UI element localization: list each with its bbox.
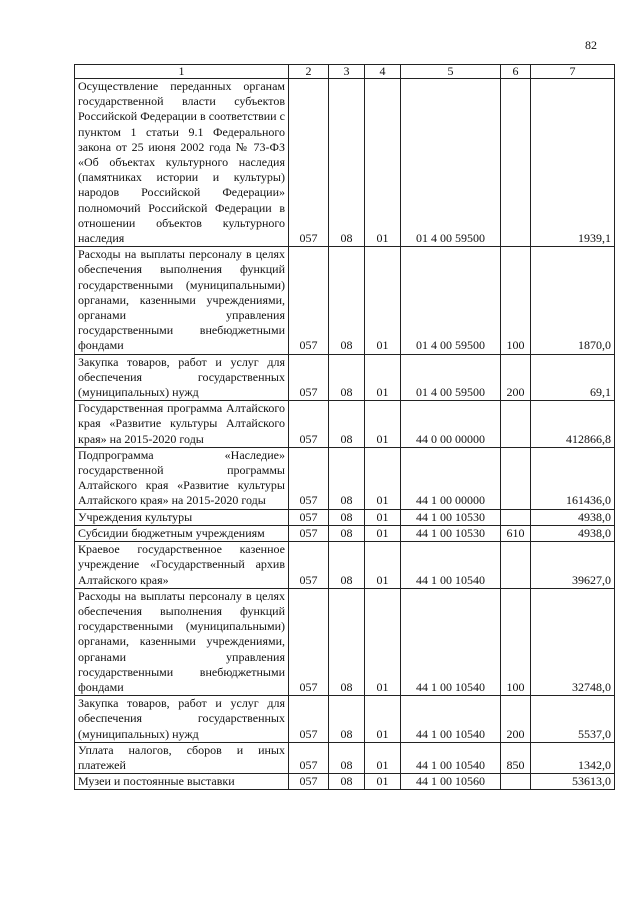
row-expense-type [501,79,531,247]
row-subsection: 01 [365,774,401,790]
row-admin-code: 057 [289,401,329,448]
row-name: Уплата налогов, сборов и иных платежей [75,742,289,773]
row-name: Краевое государственное казенное учреждение «Государственный архив Алтайского края» [75,542,289,589]
row-amount: 53613,0 [531,774,615,790]
row-name: Осуществление переданных органам государственной власти субъектов Российской Федерации в соответствии с пунктом 1 статьи 9.1 Федерального закона от 25 июня 2002 года № 73-ФЗ «Об объектах культурного наследия (памятниках истории и культуры) народов Российской Федерации» полномочий Российской Федерации в отношении объектов культурного наследия [75,79,289,247]
row-amount: 161436,0 [531,447,615,509]
row-expense-type [501,447,531,509]
header-col-2: 2 [289,65,329,79]
table-row [75,447,615,509]
row-expense-type [501,509,531,525]
row-amount: 1870,0 [531,247,615,354]
table-row [75,525,615,541]
row-name: Музеи и постоянные выставки [75,774,289,790]
table-row [75,354,615,401]
row-admin-code: 057 [289,447,329,509]
row-section: 08 [329,525,365,541]
row-target-article: 44 1 00 10540 [401,742,501,773]
row-amount: 4938,0 [531,509,615,525]
row-target-article: 44 1 00 00000 [401,447,501,509]
row-admin-code: 057 [289,525,329,541]
row-amount: 412866,8 [531,401,615,448]
row-subsection: 01 [365,79,401,247]
row-admin-code: 057 [289,742,329,773]
row-name: Подпрограмма «Наследие» государственной программы Алтайского края «Развитие культуры Алтайского края» на 2015-2020 годы [75,447,289,509]
row-subsection: 01 [365,525,401,541]
table-row [75,588,615,695]
row-amount: 1342,0 [531,742,615,773]
budget-table [74,64,615,790]
row-expense-type [501,774,531,790]
table-row [75,774,615,790]
row-expense-type [501,401,531,448]
row-amount: 39627,0 [531,542,615,589]
row-target-article: 44 1 00 10530 [401,509,501,525]
row-subsection: 01 [365,696,401,743]
row-expense-type [501,542,531,589]
row-target-article: 01 4 00 59500 [401,79,501,247]
row-amount: 32748,0 [531,588,615,695]
row-expense-type: 100 [501,247,531,354]
row-section: 08 [329,401,365,448]
row-admin-code: 057 [289,247,329,354]
row-section: 08 [329,742,365,773]
row-amount: 1939,1 [531,79,615,247]
row-name: Учреждения культуры [75,509,289,525]
table-row [75,696,615,743]
table-row [75,401,615,448]
header-col-1: 1 [75,65,289,79]
row-target-article: 01 4 00 59500 [401,354,501,401]
row-section: 08 [329,774,365,790]
row-admin-code: 057 [289,79,329,247]
header-col-6: 6 [501,65,531,79]
row-subsection: 01 [365,447,401,509]
row-section: 08 [329,542,365,589]
row-target-article: 44 1 00 10540 [401,696,501,743]
row-target-article: 01 4 00 59500 [401,247,501,354]
row-name: Расходы на выплаты персоналу в целях обеспечения выполнения функций государственными (муниципальными) органами, казенными учреждениями, органами управления государственными внебюджетными фондами [75,247,289,354]
row-target-article: 44 1 00 10540 [401,588,501,695]
row-subsection: 01 [365,401,401,448]
header-col-4: 4 [365,65,401,79]
row-section: 08 [329,509,365,525]
row-admin-code: 057 [289,542,329,589]
row-amount: 69,1 [531,354,615,401]
row-expense-type: 610 [501,525,531,541]
row-amount: 5537,0 [531,696,615,743]
row-expense-type: 200 [501,354,531,401]
table-row [75,542,615,589]
row-expense-type: 200 [501,696,531,743]
row-section: 08 [329,447,365,509]
row-target-article: 44 1 00 10560 [401,774,501,790]
row-subsection: 01 [365,742,401,773]
row-admin-code: 057 [289,696,329,743]
row-section: 08 [329,696,365,743]
row-section: 08 [329,354,365,401]
row-target-article: 44 1 00 10530 [401,525,501,541]
row-subsection: 01 [365,247,401,354]
row-amount: 4938,0 [531,525,615,541]
row-section: 08 [329,247,365,354]
row-subsection: 01 [365,542,401,589]
row-admin-code: 057 [289,354,329,401]
row-target-article: 44 0 00 00000 [401,401,501,448]
row-name: Закупка товаров, работ и услуг для обеспечения государственных (муниципальных) нужд [75,354,289,401]
header-col-5: 5 [401,65,501,79]
row-section: 08 [329,79,365,247]
table-row [75,509,615,525]
row-subsection: 01 [365,509,401,525]
header-col-3: 3 [329,65,365,79]
table-row [75,742,615,773]
row-admin-code: 057 [289,509,329,525]
page-number: 82 [585,38,597,52]
table-header-row [75,65,615,79]
row-name: Расходы на выплаты персоналу в целях обеспечения выполнения функций государственными (муниципальными) органами, казенными учреждениями, органами управления государственными внебюджетными фондами [75,588,289,695]
header-col-7: 7 [531,65,615,79]
row-subsection: 01 [365,354,401,401]
row-name: Закупка товаров, работ и услуг для обеспечения государственных (муниципальных) нужд [75,696,289,743]
row-expense-type: 850 [501,742,531,773]
row-section: 08 [329,588,365,695]
table-row [75,247,615,354]
row-target-article: 44 1 00 10540 [401,542,501,589]
row-name: Субсидии бюджетным учреждениям [75,525,289,541]
row-name: Государственная программа Алтайского края «Развитие культуры Алтайского края» на 2015-2020 годы [75,401,289,448]
row-admin-code: 057 [289,774,329,790]
row-admin-code: 057 [289,588,329,695]
table-row [75,79,615,247]
row-expense-type: 100 [501,588,531,695]
row-subsection: 01 [365,588,401,695]
